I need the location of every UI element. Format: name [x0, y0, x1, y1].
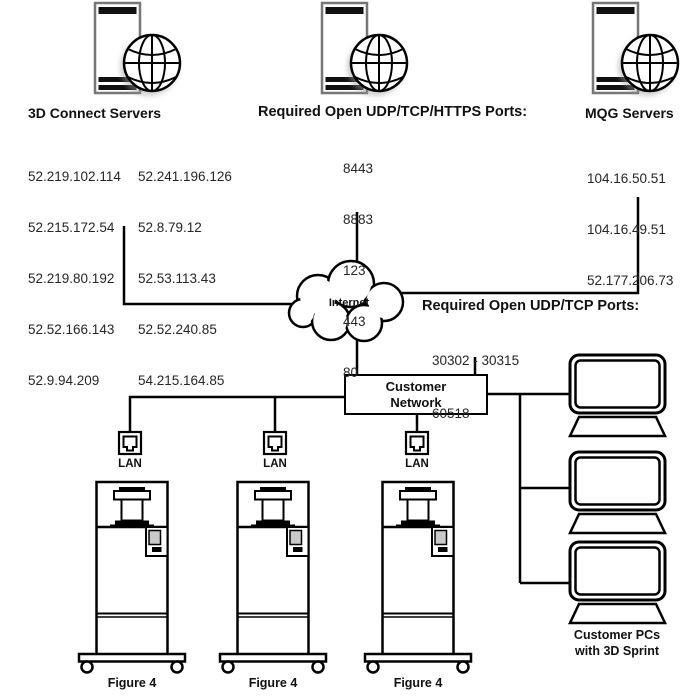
https-ports-title: Required Open UDP/TCP/HTTPS Ports:: [258, 104, 528, 120]
https-ports-list: [343, 126, 373, 415]
customer-pc-icon-3: [570, 542, 665, 623]
udp-ports-title: Required Open UDP/TCP Ports:: [422, 298, 640, 314]
ip-address: 52.219.80.192: [28, 271, 115, 286]
printer-icon-1: [79, 482, 185, 673]
figure-caption-2: Figure 4: [248, 676, 298, 690]
3d-connect-ip-list-col2: [138, 134, 232, 423]
mqg-ip-list: [587, 136, 673, 323]
printer-icon-3: [365, 482, 471, 673]
ip-address: 52.215.172.54: [28, 220, 115, 235]
ip-address: 52.177.206.73: [587, 273, 674, 288]
lan-label-2: LAN: [263, 458, 287, 470]
lan-port-icon-2: [264, 432, 286, 454]
customer-pc-icon-2: [570, 452, 665, 533]
internet-label: Internet: [328, 297, 370, 309]
customer-pc-icon-1: [570, 355, 665, 436]
port-number: 8443: [343, 161, 374, 176]
printer-icon-2: [220, 482, 326, 673]
ports-server-icon: [322, 3, 407, 96]
lan-port-icon-1: [119, 432, 141, 454]
3d-connect-servers-title: 3D Connect Servers: [28, 105, 162, 121]
ip-address: 52.52.240.85: [138, 322, 217, 337]
ip-address: 52.8.79.12: [138, 220, 202, 235]
port-number: 123: [343, 263, 366, 278]
port-number: 8883: [343, 212, 374, 227]
3d-connect-server-icon: [95, 3, 180, 96]
ip-address: 52.9.94.209: [28, 373, 100, 388]
3d-connect-ip-list-col1: [28, 134, 121, 423]
ip-address: 52.219.102.114: [28, 169, 121, 184]
customer-network-label: Customer Network: [385, 378, 447, 410]
lan-label-1: LAN: [118, 458, 142, 470]
port-number: 443: [343, 314, 366, 329]
ip-address: 54.215.164.85: [138, 373, 225, 388]
figure-caption-3: Figure 4: [393, 676, 443, 690]
lan-port-icon-3: [406, 432, 428, 454]
mqg-server-icon: [593, 3, 678, 96]
customer-pcs-label: Customer PCs with 3D Sprint: [573, 628, 661, 658]
ip-address: 104.16.50.51: [587, 171, 666, 186]
port-number: 60518: [432, 405, 470, 421]
figure-caption-1: Figure 4: [107, 676, 157, 690]
port-range: 30302 - 30315: [432, 353, 520, 368]
ip-address: 52.52.166.143: [28, 322, 115, 337]
port-number: 80: [343, 365, 359, 380]
ip-address: 52.53.113.43: [138, 271, 216, 286]
udp-ports-list: [432, 317, 519, 457]
ip-address: 52.241.196.126: [138, 169, 232, 184]
ip-address: 104.16.49.51: [587, 222, 666, 237]
mqg-servers-title: MQG Servers: [585, 105, 674, 121]
lan-label-3: LAN: [405, 458, 429, 470]
